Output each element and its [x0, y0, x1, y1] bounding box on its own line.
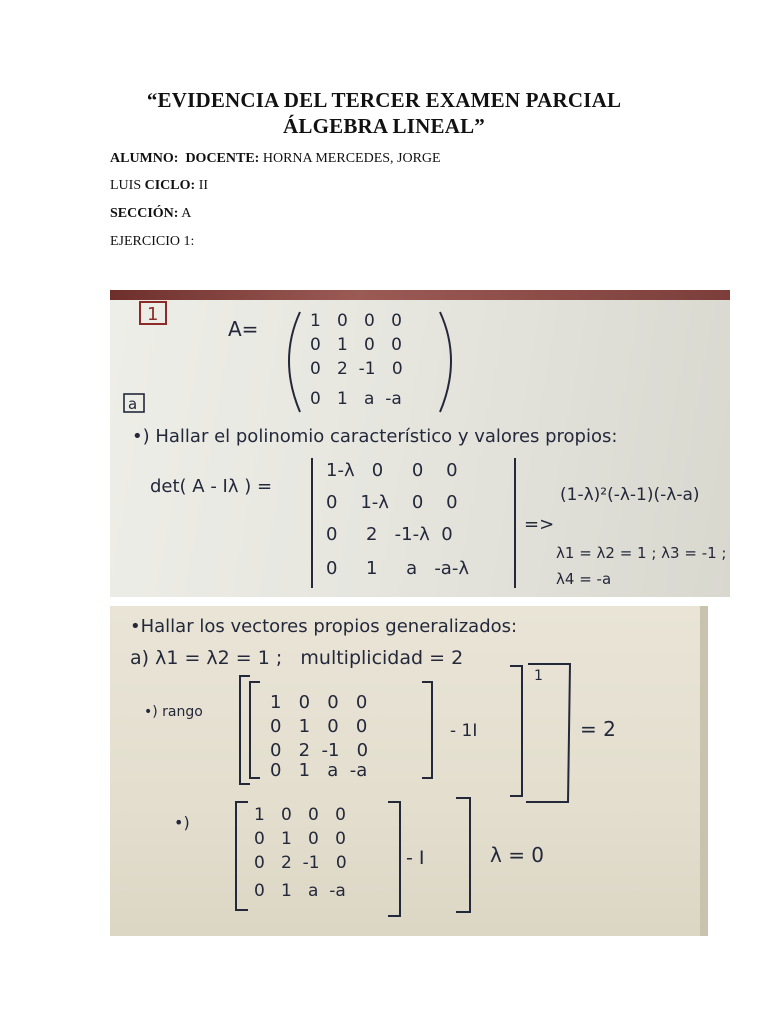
rank-matrix-row-1: 1 0 0 0: [270, 692, 368, 713]
alumno-label: ALUMNO:: [110, 151, 179, 166]
matrix2-row-4: 0 1 a -a: [254, 881, 346, 901]
exercise-heading: EJERCICIO 1:: [110, 234, 195, 249]
ciclo-label: CICLO:: [144, 178, 196, 193]
det-row-2: 0 1-λ 0 0: [326, 492, 458, 513]
bullet-label: •): [174, 813, 190, 832]
matrix-row-4: 0 1 a -a: [310, 389, 402, 409]
matrix2-row-2: 0 1 0 0: [254, 829, 346, 849]
ciclo-value: II: [198, 178, 209, 193]
outer-right-bracket-2: [526, 664, 570, 802]
minus-identity: - 1I: [450, 721, 478, 741]
matrix2-row-1: 1 0 0 0: [254, 805, 346, 825]
docente-value: HORNA MERCEDES, JORGE: [262, 151, 441, 166]
outer-right-bracket: [510, 666, 522, 796]
part-label: a: [128, 395, 138, 413]
det-row-4: 0 1 a -a-λ: [326, 558, 469, 579]
photo-1-drawing: [110, 290, 730, 597]
matrix2-right-bracket: [388, 802, 400, 916]
rank-matrix-row-3: 0 2 -1 0: [270, 740, 369, 761]
docente-label: DOCENTE:: [185, 151, 260, 166]
rango-label: •) rango: [144, 704, 203, 720]
rank-matrix-row-4: 0 1 a -a: [270, 760, 368, 781]
inner-right-bracket: [422, 682, 432, 778]
rank-result: = 2: [580, 717, 616, 741]
handwritten-photo-2: [110, 606, 708, 936]
document-title-line2: ÁLGEBRA LINEAL”: [283, 114, 485, 138]
info-line-seccion: [110, 206, 191, 222]
matrix-left-paren: [289, 312, 300, 412]
matrix-row-3: 0 2 -1 0: [310, 359, 403, 379]
det-row-1: 1-λ 0 0 0: [326, 460, 458, 481]
matrix2-row-3: 0 2 -1 0: [254, 853, 347, 873]
implies-arrow: =>: [524, 514, 555, 535]
matrix-row-1: 1 0 0 0: [310, 311, 402, 331]
outer-left-bracket: [240, 676, 250, 784]
document-title-line1: “EVIDENCIA DEL TERCER EXAMEN PARCIAL: [146, 88, 622, 112]
seccion-label: SECCIÓN:: [110, 206, 179, 221]
det-row-3: 0 2 -1-λ 0: [326, 524, 453, 545]
case-a-line: a) λ1 = λ2 = 1 ; multiplicidad = 2: [130, 647, 464, 669]
info-line-ciclo: [110, 178, 208, 194]
docente-value-continued: LUIS: [110, 178, 142, 193]
matrix2-left-bracket: [236, 802, 248, 910]
power-label: 1: [534, 668, 543, 684]
rank-matrix-row-2: 0 1 0 0: [270, 716, 368, 737]
info-line-alumno-docente: [110, 151, 441, 167]
seccion-value: A: [181, 206, 192, 221]
instruction-text: •Hallar los vectores propios generalizados:: [130, 616, 518, 637]
instruction-text: •) Hallar el polinomio característico y valores propios:: [132, 426, 618, 447]
matrix-right-paren: [440, 312, 451, 412]
photo-2-drawing: [110, 606, 708, 936]
matrix-name: A=: [228, 317, 259, 341]
box-label: 1: [147, 304, 159, 325]
matrix-row-2: 0 1 0 0: [310, 335, 402, 355]
minus-i: - I: [406, 847, 425, 869]
lambda-zero: λ = 0: [490, 843, 545, 867]
inner-left-bracket: [250, 682, 260, 778]
handwritten-photo-1: [110, 290, 730, 597]
outer-bracket-2: [456, 798, 470, 912]
eigenvalues-line-1: λ1 = λ2 = 1 ; λ3 = -1 ;: [556, 544, 727, 562]
det-label: det( A - Iλ ) =: [150, 476, 273, 497]
eigenvalues-line-2: λ4 = -a: [556, 570, 612, 588]
characteristic-polynomial: (1-λ)²(-λ-1)(-λ-a): [560, 485, 700, 505]
